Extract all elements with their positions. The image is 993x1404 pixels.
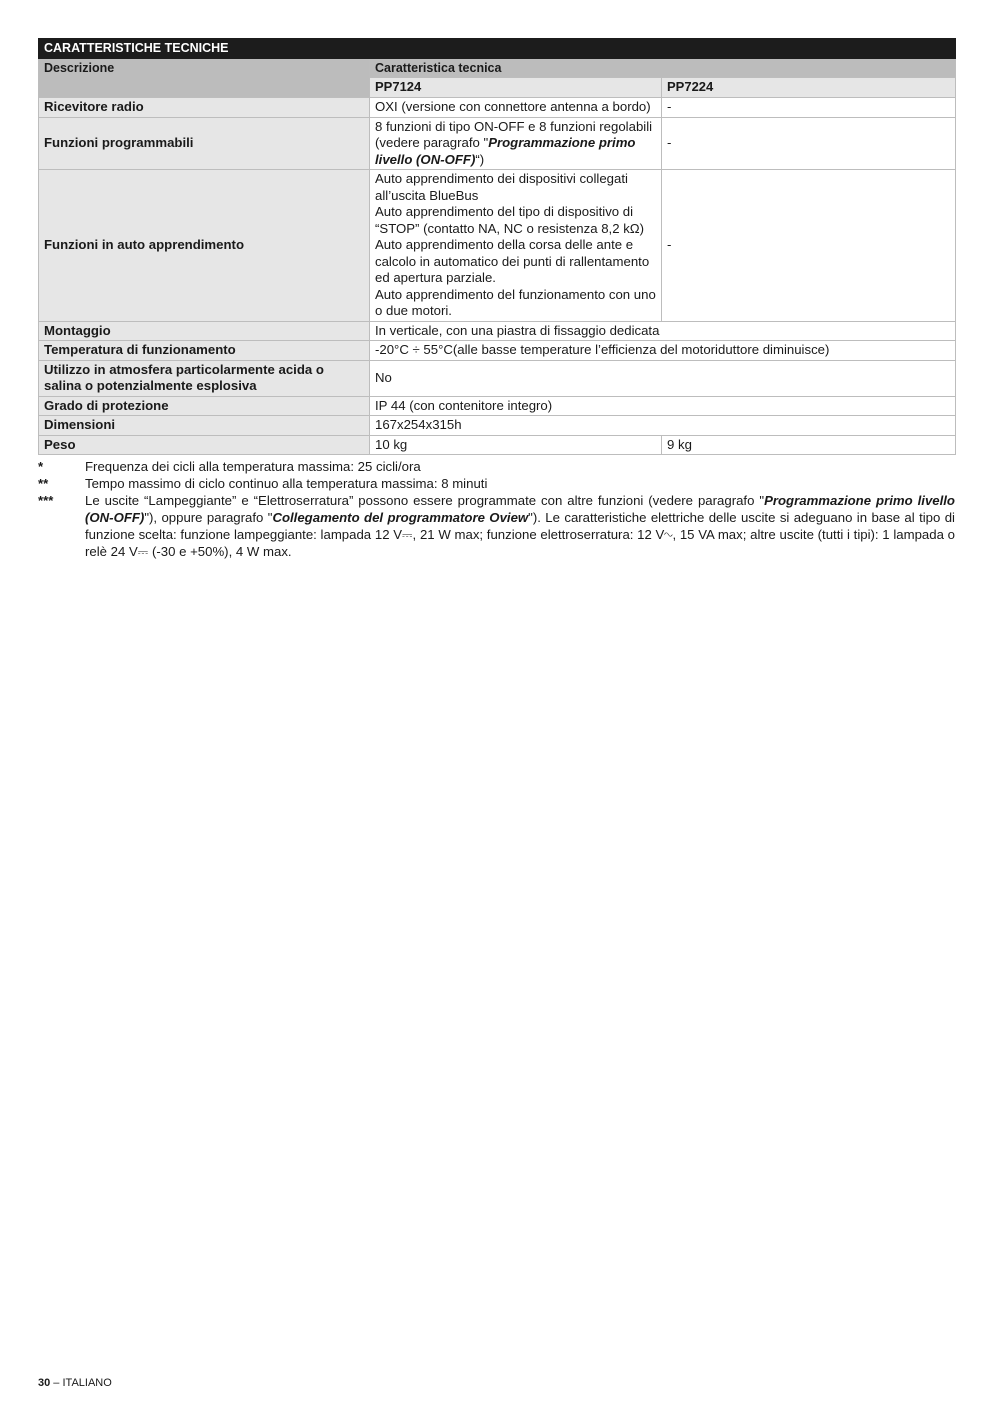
row-value: IP 44 (con contenitore integro): [370, 396, 956, 416]
table-row: [39, 98, 956, 118]
table-row: [39, 435, 956, 455]
row-label: Temperatura di funzionamento: [39, 341, 370, 361]
value-line: Auto apprendimento della corsa delle ante e calcolo in automatico dei punti di rallentamento ed apertura parziale.: [375, 237, 650, 285]
cross-reference: Programmazione primo livello (ON-OFF): [85, 493, 955, 525]
row-label: Peso: [39, 435, 370, 455]
table-header-row: [39, 58, 956, 78]
page-footer: [38, 1377, 112, 1389]
row-value-model-2: -: [662, 170, 956, 322]
table-title: CARATTERISTICHE TECNICHE: [39, 39, 956, 59]
row-value: No: [370, 360, 956, 396]
footnote-mark: *: [38, 459, 44, 474]
table-row: [39, 170, 956, 322]
col-header-spec: Caratteristica tecnica: [370, 58, 956, 78]
spec-table: [38, 38, 956, 455]
cross-reference: Collegamento del programmatore Oview: [272, 510, 529, 525]
value-line: Auto apprendimento dei dispositivi collegati all’uscita BlueBus: [375, 171, 628, 203]
row-label: Funzioni programmabili: [39, 117, 370, 170]
footnote: [38, 492, 955, 560]
row-value-model-1: 8 funzioni di tipo ON-OFF e 8 funzioni regolabili (vedere paragrafo "Programmazione primo livello (ON-OFF)“): [370, 117, 662, 170]
footer-language: – ITALIANO: [50, 1377, 112, 1389]
table-row: [39, 117, 956, 170]
page: [38, 38, 955, 560]
footnote-mark: ***: [38, 493, 54, 508]
row-value-model-1: OXI (versione con connettore antenna a bordo): [370, 98, 662, 118]
table-row: [39, 416, 956, 436]
table-row: [39, 396, 956, 416]
model-header-1: PP7124: [370, 78, 662, 98]
row-label: Utilizzo in atmosfera particolarmente acida o salina o potenzialmente esplosiva: [39, 360, 370, 396]
row-value-model-2: -: [662, 117, 956, 170]
row-value-model-1: 10 kg: [370, 435, 662, 455]
row-value: -20°C ÷ 55°C(alle basse temperature l’efficienza del motoriduttore diminuisce): [370, 341, 956, 361]
row-value-model-2: -: [662, 98, 956, 118]
table-row: [39, 321, 956, 341]
row-value: In verticale, con una piastra di fissaggio dedicata: [370, 321, 956, 341]
table-row: [39, 360, 956, 396]
footnote-text: Frequenza dei cicli alla temperatura massima: 25 cicli/ora: [85, 459, 421, 474]
row-value-model-2: 9 kg: [662, 435, 956, 455]
footnote-mark: **: [38, 476, 49, 491]
table-title-row: [39, 39, 956, 59]
model-header-2: PP7224: [662, 78, 956, 98]
row-label: Funzioni in auto apprendimento: [39, 170, 370, 322]
footnotes: [38, 458, 955, 560]
footnote-text: Tempo massimo di ciclo continuo alla temperatura massima: 8 minuti: [85, 476, 488, 491]
footnote: [38, 458, 955, 475]
col-header-description: Descrizione: [39, 58, 370, 98]
row-label: Grado di protezione: [39, 396, 370, 416]
footnote: [38, 475, 955, 492]
row-label: Dimensioni: [39, 416, 370, 436]
value-line: Auto apprendimento del tipo di dispositivo di “STOP” (contatto NA, NC o resistenza 8,2 kΩ): [375, 204, 645, 236]
table-row: [39, 341, 956, 361]
value-line: Auto apprendimento del funzionamento con uno o due motori.: [375, 286, 656, 318]
cross-reference: Programmazione primo livello (ON-OFF): [375, 135, 636, 167]
footnote-text: Le uscite “Lampeggiante” e “Elettroserratura” possono essere programmate con altre funzioni (vedere paragrafo "Programmazione primo livello (ON-OFF)"), oppure paragrafo "Collegamento del programmatore Oview"). Le caratteristiche elettriche delle uscite si adeguano in base al tipo di funzione scelta: funzione lampeggiante: lampada 12 V⎓, 21 W max; funzione elettroserratura: 12 V∿, 15 VA max; altre uscite (tutti i tipi): 1 lampada o relè 24 V⎓ (-30 e +50%), 4 W max.: [85, 493, 955, 559]
row-label: Ricevitore radio: [39, 98, 370, 118]
row-value: 167x254x315h: [370, 416, 956, 436]
row-label: Montaggio: [39, 321, 370, 341]
page-number: 30: [38, 1377, 51, 1389]
row-value-model-1: [370, 170, 662, 322]
